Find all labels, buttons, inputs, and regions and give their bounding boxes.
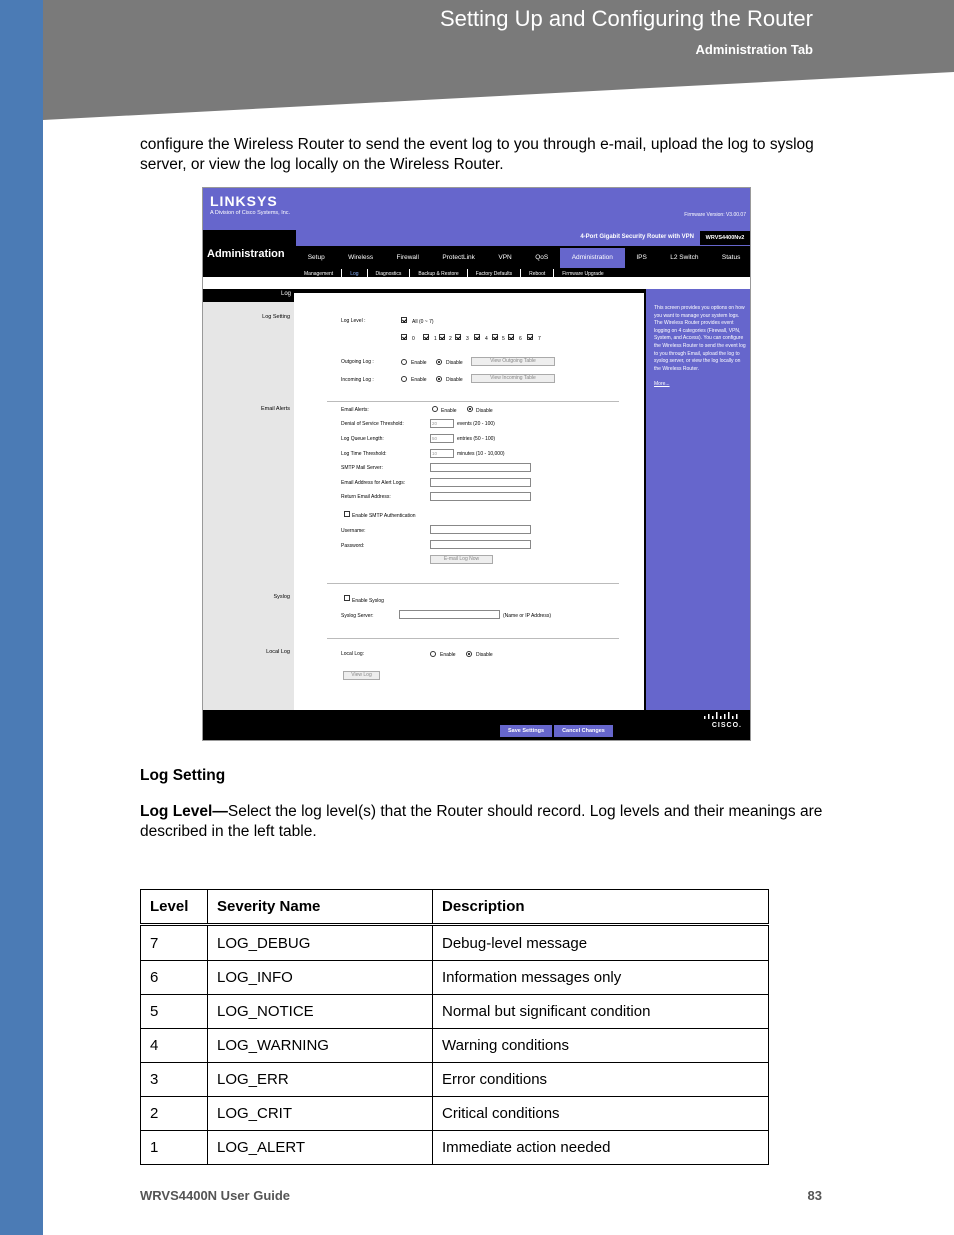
- page-header: [43, 0, 954, 122]
- tab-firewall[interactable]: Firewall: [396, 254, 419, 261]
- outgoing-log-label: Outgoing Log :: [341, 359, 374, 365]
- subtab-backup-restore[interactable]: Backup & Restore: [410, 269, 467, 279]
- sub-tabs: [296, 269, 751, 279]
- footer-guide-title: WRVS4400N User Guide: [140, 1188, 291, 1203]
- incoming-disable-label: Disable: [446, 377, 463, 383]
- help-more-link[interactable]: More...: [654, 381, 670, 388]
- help-text: This screen provides you options on how you want to manage your system logs. The Wireless Router provides event logging on 4 categories (Firewall, VPN, System, and Access). You can configure the Wireless Router to send the event log to you through Email, upload the log to syslog server, or view the log locally on the Wireless Router.: [654, 305, 746, 372]
- outgoing-enable-radio[interactable]: [401, 359, 407, 365]
- log-level-4-checkbox[interactable]: [474, 334, 480, 340]
- outgoing-disable-label: Disable: [446, 360, 463, 366]
- view-log-button[interactable]: View Log: [343, 671, 380, 680]
- local-log-disable-radio[interactable]: [466, 651, 472, 657]
- dos-threshold-unit: events (20 - 100): [457, 421, 495, 427]
- tab-setup[interactable]: Setup: [307, 254, 325, 261]
- username-label: Username:: [341, 528, 366, 534]
- smtp-server-input[interactable]: [430, 463, 531, 472]
- log-setting-heading: Log Setting: [140, 767, 226, 784]
- tab-vpn[interactable]: VPN: [498, 254, 512, 261]
- log-level-all-checkbox[interactable]: [401, 317, 407, 323]
- syslog-server-label: Syslog Server:: [341, 613, 374, 619]
- cell-description: Information messages only: [433, 961, 769, 995]
- cell-description: Warning conditions: [433, 1029, 769, 1063]
- table-header-row: [141, 890, 769, 925]
- router-top-bar: [203, 188, 751, 230]
- log-level-5-label: 5: [502, 336, 505, 342]
- header-subtitle: Administration Tab: [695, 42, 813, 57]
- log-level-3-label: 3: [466, 336, 469, 342]
- cell-level: 1: [141, 1131, 208, 1165]
- log-level-0-checkbox[interactable]: [401, 334, 407, 340]
- log-level-label: Log Level :: [341, 318, 366, 324]
- log-level-2-label: 2: [449, 336, 452, 342]
- row-label-local-log: Local Log: [266, 649, 290, 655]
- action-buttons: [500, 725, 644, 737]
- left-margin-bar: [0, 0, 43, 1235]
- password-label: Password:: [341, 543, 365, 549]
- log-level-term: Log Level—: [140, 803, 228, 820]
- return-address-label: Return Email Address:: [341, 494, 391, 500]
- header-title: Setting Up and Configuring the Router: [439, 6, 813, 31]
- dos-threshold-input[interactable]: 20: [430, 419, 454, 428]
- firmware-version: Firmware Version: V3.00.07: [684, 212, 746, 218]
- log-level-6-checkbox[interactable]: [508, 334, 514, 340]
- table-row: [141, 1063, 769, 1097]
- local-log-disable-label: Disable: [476, 652, 493, 658]
- outgoing-disable-radio[interactable]: [436, 359, 442, 365]
- cell-description: Immediate action needed: [433, 1131, 769, 1165]
- email-alerts-disable-label: Disable: [476, 408, 493, 414]
- divider: [327, 583, 619, 584]
- product-name: 4-Port Gigabit Security Router with VPN: [580, 234, 694, 240]
- intro-paragraph: configure the Wireless Router to send the event log to you through e-mail, upload the log to syslog server, or view the log locally on the Wireless Router.: [140, 136, 814, 173]
- local-log-enable-radio[interactable]: [430, 651, 436, 657]
- cell-description: Debug-level message: [433, 925, 769, 961]
- log-level-1-label: 1: [434, 336, 437, 342]
- view-incoming-table-button[interactable]: View Incoming Table: [471, 374, 555, 383]
- cell-severity: LOG_INFO: [208, 961, 433, 995]
- queue-length-label: Log Queue Length:: [341, 436, 384, 442]
- view-outgoing-table-button[interactable]: View Outgoing Table: [471, 357, 555, 366]
- product-row: [296, 230, 751, 246]
- cell-level: 4: [141, 1029, 208, 1063]
- table-row: [141, 1131, 769, 1165]
- cell-level: 2: [141, 1097, 208, 1131]
- username-input[interactable]: [430, 525, 531, 534]
- row-label-log-setting: Log Setting: [262, 314, 290, 320]
- incoming-enable-radio[interactable]: [401, 376, 407, 382]
- cancel-changes-button[interactable]: Cancel Changes: [554, 725, 613, 737]
- email-log-now-button[interactable]: E-mail Log Now: [430, 555, 493, 564]
- divider: [327, 401, 619, 402]
- syslog-server-hint: (Name or IP Address): [503, 613, 551, 619]
- incoming-log-label: Incoming Log :: [341, 377, 374, 383]
- footer-page-number: 83: [807, 1188, 822, 1203]
- header-description: Description: [433, 890, 769, 925]
- cisco-bars-icon: [702, 712, 742, 720]
- email-alerts-disable-radio[interactable]: [467, 406, 473, 412]
- queue-length-input[interactable]: 50: [430, 434, 454, 443]
- incoming-disable-radio[interactable]: [436, 376, 442, 382]
- main-tabs: [296, 248, 751, 268]
- subtab-diagnostics[interactable]: Diagnostics: [368, 269, 411, 279]
- log-level-6-label: 6: [519, 336, 522, 342]
- alert-address-label: Email Address for Alert Logs:: [341, 480, 406, 486]
- subtab-reboot[interactable]: Reboot: [521, 269, 554, 279]
- smtp-auth-checkbox[interactable]: [344, 511, 350, 517]
- subtab-management[interactable]: Management: [296, 269, 342, 279]
- main-head-line: [294, 289, 644, 293]
- tab-protectlink[interactable]: ProtectLink: [442, 254, 475, 261]
- cell-severity: LOG_ERR: [208, 1063, 433, 1097]
- return-address-input[interactable]: [430, 492, 531, 501]
- email-alerts-enable-radio[interactable]: [432, 406, 438, 412]
- save-settings-button[interactable]: Save Settings: [500, 725, 552, 737]
- router-log-screenshot: [202, 187, 751, 741]
- table-row: [141, 995, 769, 1029]
- tab-l2-switch[interactable]: L2 Switch: [670, 254, 699, 261]
- password-input[interactable]: [430, 540, 531, 549]
- email-alerts-label: Email Alerts:: [341, 407, 369, 413]
- time-threshold-input[interactable]: 10: [430, 449, 454, 458]
- subtab-firmware-upgrade[interactable]: Firmware Upgrade: [562, 271, 604, 277]
- log-section-label: Log: [280, 291, 291, 297]
- log-level-1-checkbox[interactable]: [423, 334, 429, 340]
- queue-length-unit: entries (50 - 100): [457, 436, 496, 442]
- tab-qos[interactable]: QoS: [535, 254, 549, 261]
- log-level-5-checkbox[interactable]: [492, 334, 498, 340]
- dos-threshold-label: Denial of Service Threshold:: [341, 421, 404, 427]
- local-log-label: Local Log:: [341, 651, 365, 657]
- linksys-logo-sub: A Division of Cisco Systems, Inc.: [210, 210, 291, 216]
- log-level-description: Select the log level(s) that the Router should record. Log levels and their meanings are described in the left table.: [140, 803, 823, 840]
- time-threshold-label: Log Time Threshold:: [341, 451, 387, 457]
- cell-description: Critical conditions: [433, 1097, 769, 1131]
- section-title: Administration: [207, 248, 285, 260]
- model-badge: WRVS4400Nv2: [700, 231, 750, 245]
- table-row: [141, 961, 769, 995]
- divider: [327, 638, 619, 639]
- tab-wireless[interactable]: Wireless: [348, 254, 374, 261]
- table-row: [141, 925, 769, 961]
- log-section-head: [203, 289, 294, 302]
- log-level-0-label: 0: [412, 336, 415, 342]
- log-level-7-label: 7: [538, 336, 541, 342]
- help-panel: [646, 289, 751, 710]
- cell-severity: LOG_DEBUG: [208, 925, 433, 961]
- header-severity-name: Severity Name: [208, 890, 433, 925]
- log-level-paragraph: [140, 802, 830, 842]
- enable-syslog-label: Enable Syslog: [352, 598, 384, 604]
- incoming-enable-label: Enable: [411, 377, 427, 383]
- alert-address-input[interactable]: [430, 478, 531, 487]
- log-level-7-checkbox[interactable]: [527, 334, 533, 340]
- log-levels-table: [140, 889, 769, 1165]
- cell-severity: LOG_CRIT: [208, 1097, 433, 1131]
- smtp-server-label: SMTP Mail Server:: [341, 465, 383, 471]
- linksys-logo: LINKSYS: [210, 193, 278, 209]
- table-row: [141, 1029, 769, 1063]
- log-level-3-checkbox[interactable]: [455, 334, 461, 340]
- cell-severity: LOG_NOTICE: [208, 995, 433, 1029]
- tab-status[interactable]: Status: [721, 254, 741, 261]
- smtp-auth-label: Enable SMTP Authentication: [352, 513, 416, 519]
- enable-syslog-checkbox[interactable]: [344, 595, 350, 601]
- subtab-log[interactable]: Log: [342, 269, 367, 279]
- router-left-column: [203, 289, 294, 741]
- local-log-enable-label: Enable: [440, 652, 456, 658]
- subtab-factory-defaults[interactable]: Factory Defaults: [468, 269, 521, 279]
- row-label-syslog: Syslog: [273, 594, 290, 600]
- cell-level: 7: [141, 925, 208, 961]
- log-level-4-label: 4: [485, 336, 488, 342]
- cell-severity: LOG_WARNING: [208, 1029, 433, 1063]
- cell-description: Normal but significant condition: [433, 995, 769, 1029]
- time-threshold-unit: minutes (10 - 10,000): [457, 451, 505, 457]
- row-label-email-alerts: Email Alerts: [260, 406, 290, 412]
- tab-administration[interactable]: Administration: [560, 248, 625, 268]
- tab-ips[interactable]: IPS: [636, 254, 647, 261]
- cisco-logo: CISCO.: [711, 722, 742, 729]
- outgoing-enable-label: Enable: [411, 360, 427, 366]
- cell-severity: LOG_ALERT: [208, 1131, 433, 1165]
- cell-level: 3: [141, 1063, 208, 1097]
- email-alerts-enable-label: Enable: [441, 408, 457, 414]
- syslog-server-input[interactable]: [399, 610, 500, 619]
- header-level: Level: [141, 890, 208, 925]
- table-row: [141, 1097, 769, 1131]
- cell-level: 5: [141, 995, 208, 1029]
- log-level-all-label: All (0 ~ 7): [412, 319, 434, 325]
- log-level-2-checkbox[interactable]: [439, 334, 445, 340]
- cell-level: 6: [141, 961, 208, 995]
- router-bottom-bar: [203, 710, 751, 741]
- cell-description: Error conditions: [433, 1063, 769, 1097]
